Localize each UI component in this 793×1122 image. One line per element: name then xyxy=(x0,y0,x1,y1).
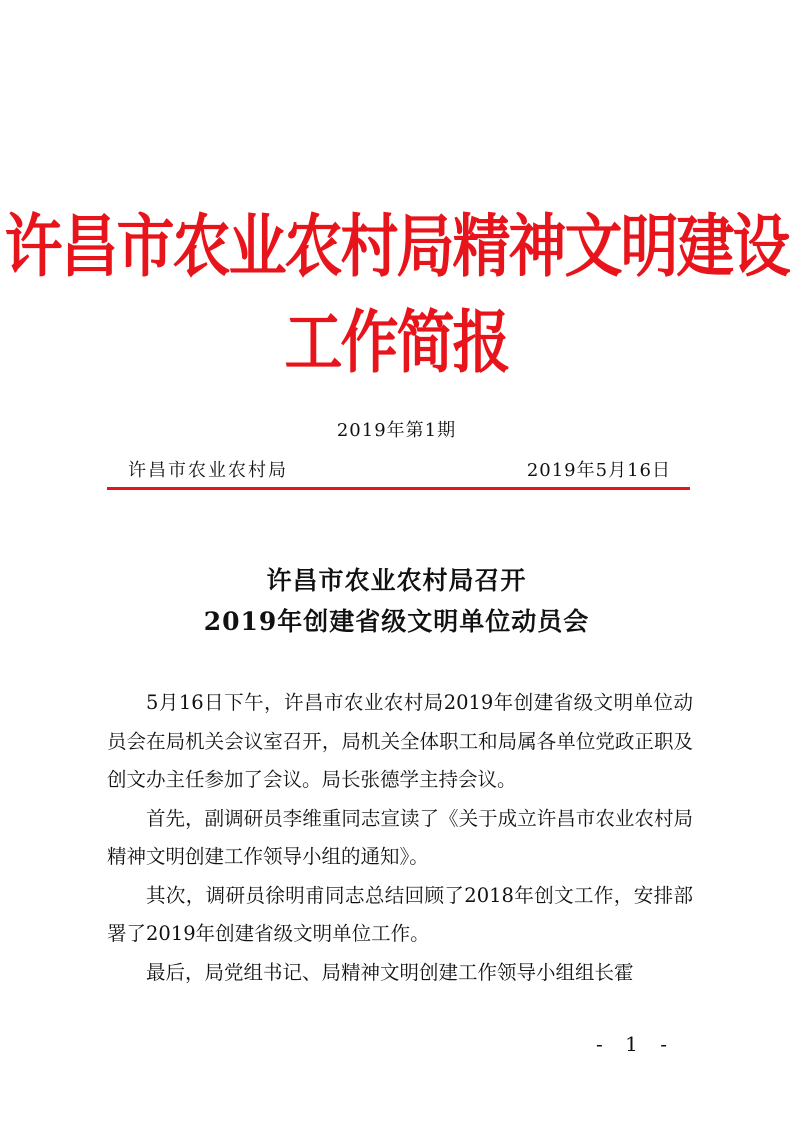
issue-number: 2019年第1期 xyxy=(336,420,457,441)
body-paragraph: 首先，副调研员李维重同志宣读了《关于成立许昌市农业农村局精神文明创建工作领导小组的通知》。 xyxy=(107,806,693,868)
article-body xyxy=(107,684,693,992)
article-title-line1: 许昌市农业农村局召开 xyxy=(266,566,527,595)
body-paragraph: 最后，局党组书记、局精神文明创建工作领导小组组长霍 xyxy=(146,960,634,984)
publish-date: 2019年5月16日 xyxy=(526,460,671,481)
page-number: - 1 - xyxy=(596,1032,675,1056)
article-title-line2: 2019年创建省级文明单位动员会 xyxy=(203,607,590,636)
masthead-title-line2: 工作简报 xyxy=(284,302,509,383)
body-paragraph: 5月16日下午，许昌市农业农村局2019年创建省级文明单位动员会在局机关会议室召开，局机关全体职工和局属各单位党政正职及创文办主任参加了会议。局长张德学主持会议。 xyxy=(107,691,693,791)
red-divider-line xyxy=(107,487,690,490)
body-paragraph: 其次，调研员徐明甫同志总结回顾了2018年创文工作，安排部署了2019年创建省级文明单位工作。 xyxy=(107,883,693,945)
publisher-name: 许昌市农业农村局 xyxy=(128,460,288,481)
masthead-title-line1: 许昌市农业农村局精神文明建设 xyxy=(4,206,789,287)
